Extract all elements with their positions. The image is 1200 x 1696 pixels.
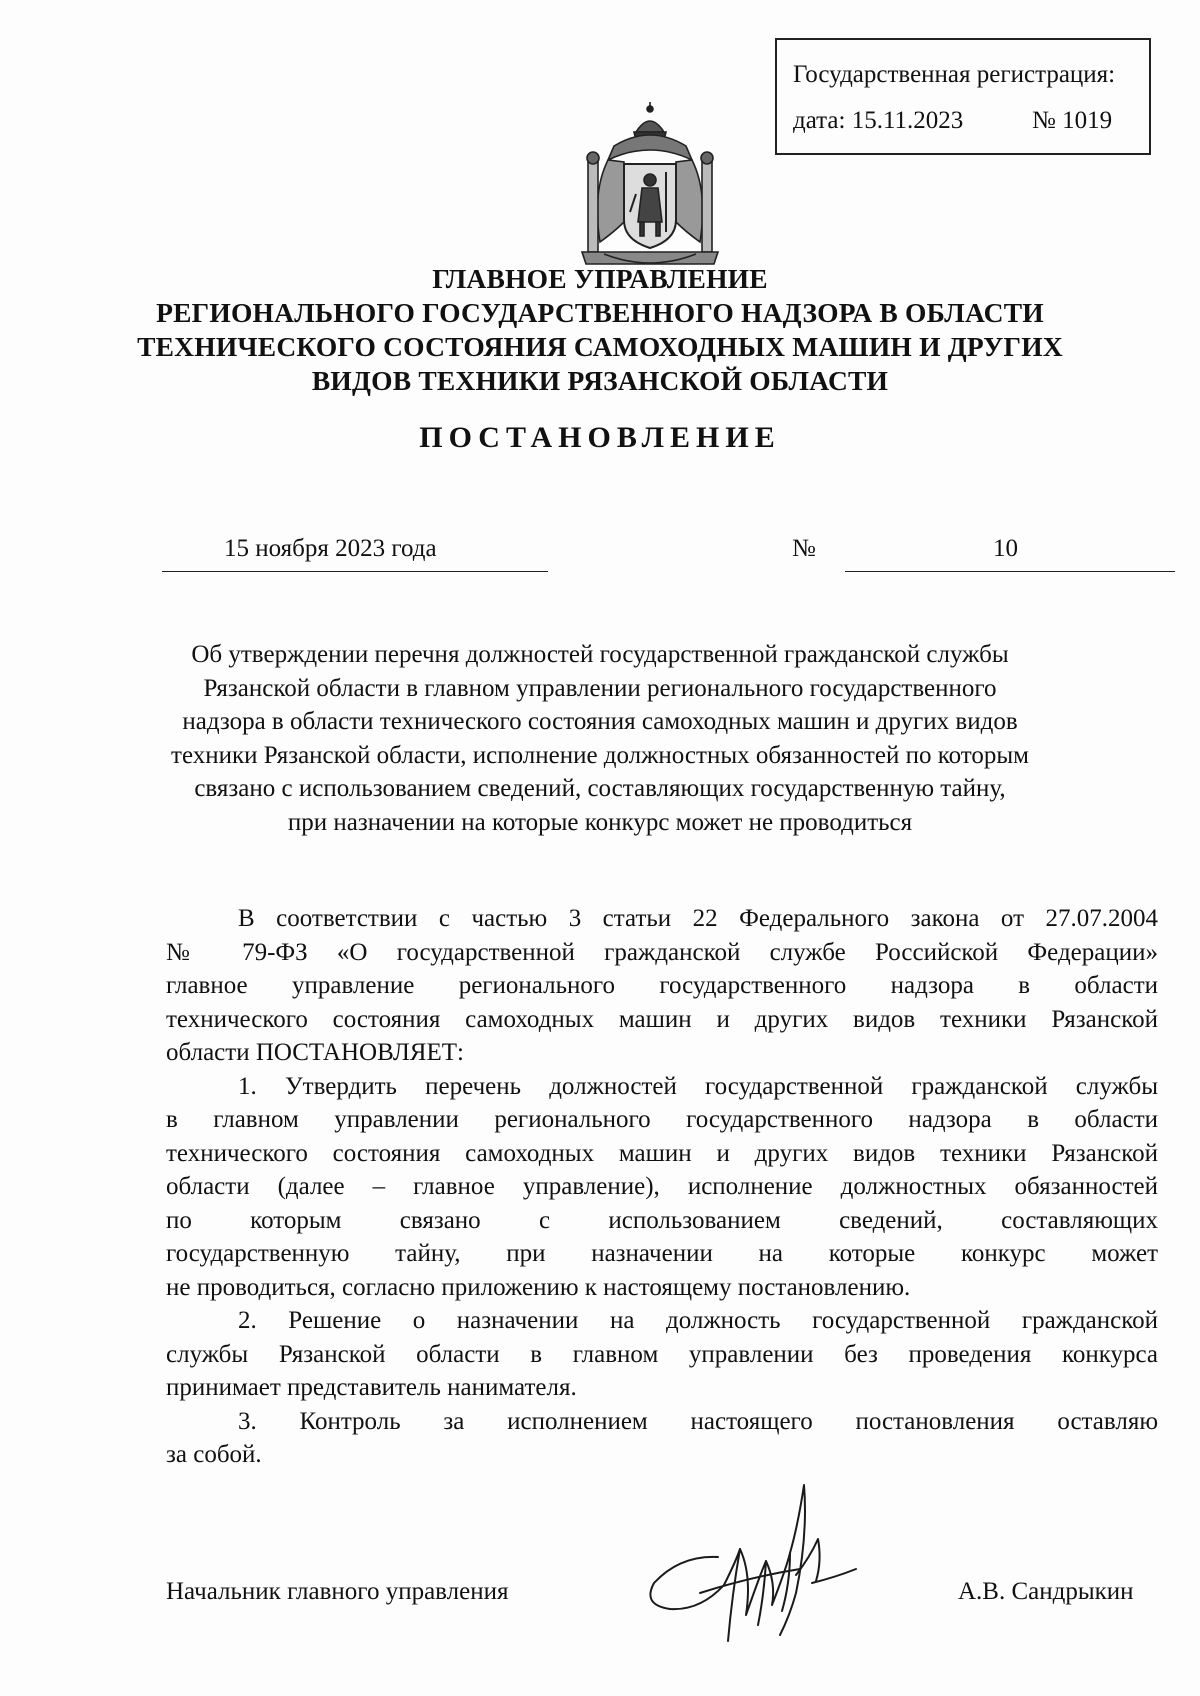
document-subject (140, 638, 1060, 839)
body-line: не проводиться, согласно приложению к настоящему постановлению. (166, 1273, 911, 1301)
body-line: за собой. (166, 1441, 262, 1468)
preamble-paragraph (166, 902, 1158, 1070)
registration-title: Государственная регистрация: (793, 61, 1116, 88)
body-line: 1. Утвердить перечень должностей государственной гражданской службы (238, 1072, 1158, 1100)
item-3-paragraph (166, 1405, 1158, 1472)
number-sign: № (792, 535, 816, 562)
org-line: ВИДОВ ТЕХНИКИ РЯЗАНСКОЙ ОБЛАСТИ (311, 365, 889, 396)
document-body (166, 902, 1158, 1472)
body-line: в главном управлении регионального государственного надзора в области (166, 1106, 1158, 1133)
body-line: технического состояния самоходных машин и других видов техники Рязанской (166, 1005, 1158, 1033)
organization-name (100, 262, 1100, 398)
body-line: области ПОСТАНОВЛЯЕТ: (166, 1039, 464, 1066)
item-2-paragraph (166, 1304, 1158, 1405)
org-line: ТЕХНИЧЕСКОГО СОСТОЯНИЯ САМОХОДНЫХ МАШИН И ДРУГИХ (137, 331, 1063, 362)
body-line: службы Рязанской области в главном управлении без проведения конкурса (166, 1340, 1158, 1368)
subject-line: связано с использованием сведений, составляющих государственную тайну, (194, 775, 1006, 802)
body-line: принимает представитель нанимателя. (166, 1374, 577, 1401)
registration-stamp (775, 38, 1151, 155)
subject-line: техники Рязанской области, исполнение должностных обязанностей по которым (171, 741, 1029, 769)
body-line: государственную тайну, при назначении на которые конкурс может (166, 1240, 1158, 1267)
signatory-position: Начальник главного управления (166, 1578, 509, 1605)
document-number-field (845, 535, 1175, 572)
body-line: В соответствии с частью 3 статьи 22 Федерального закона от 27.07.2004 (238, 905, 1158, 932)
org-line: РЕГИОНАЛЬНОГО ГОСУДАРСТВЕННОГО НАДЗОРА В ОБЛАСТИ (156, 297, 1044, 328)
subject-line: надзора в области технического состояния самоходных машин и других видов (182, 708, 1018, 735)
org-line: ГЛАВНОЕ УПРАВЛЕНИЕ (432, 263, 768, 294)
handwritten-signature-icon (640, 1465, 890, 1655)
registration-number: № 1019 (1032, 107, 1113, 134)
signatory-name: А.В. Сандрыкин (958, 1578, 1134, 1605)
subject-line: Рязанской области в главном управлении регионального государственного (203, 674, 997, 702)
subject-line: Об утверждении перечня должностей государственной гражданской службы (191, 641, 1009, 668)
document-number: 10 (993, 535, 1018, 562)
document-date-field (162, 535, 548, 572)
registration-date: дата: 15.11.2023 (793, 107, 964, 134)
body-line: 3. Контроль за исполнением настоящего постановления оставляю (238, 1407, 1158, 1435)
document-type: ПОСТАНОВЛЕНИЕ (419, 421, 781, 454)
body-line: главное управление регионального государственного надзора в области (166, 972, 1158, 999)
document-date: 15 ноября 2023 года (224, 535, 437, 562)
body-line: технического состояния самоходных машин и других видов техники Рязанской (166, 1139, 1158, 1167)
body-line: № 79-ФЗ «О государственной гражданской службе Российской Федерации» (166, 938, 1158, 966)
body-line: области (далее – главное управление), исполнение должностных обязанностей (166, 1173, 1158, 1200)
subject-line: при назначении на которые конкурс может не проводиться (287, 808, 913, 836)
ryazan-coat-of-arms-icon (574, 102, 726, 270)
body-line: 2. Решение о назначении на должность государственной гражданской (238, 1307, 1158, 1334)
body-line: по которым связано с использованием сведений, составляющих (166, 1206, 1158, 1234)
item-1-paragraph (166, 1070, 1158, 1305)
